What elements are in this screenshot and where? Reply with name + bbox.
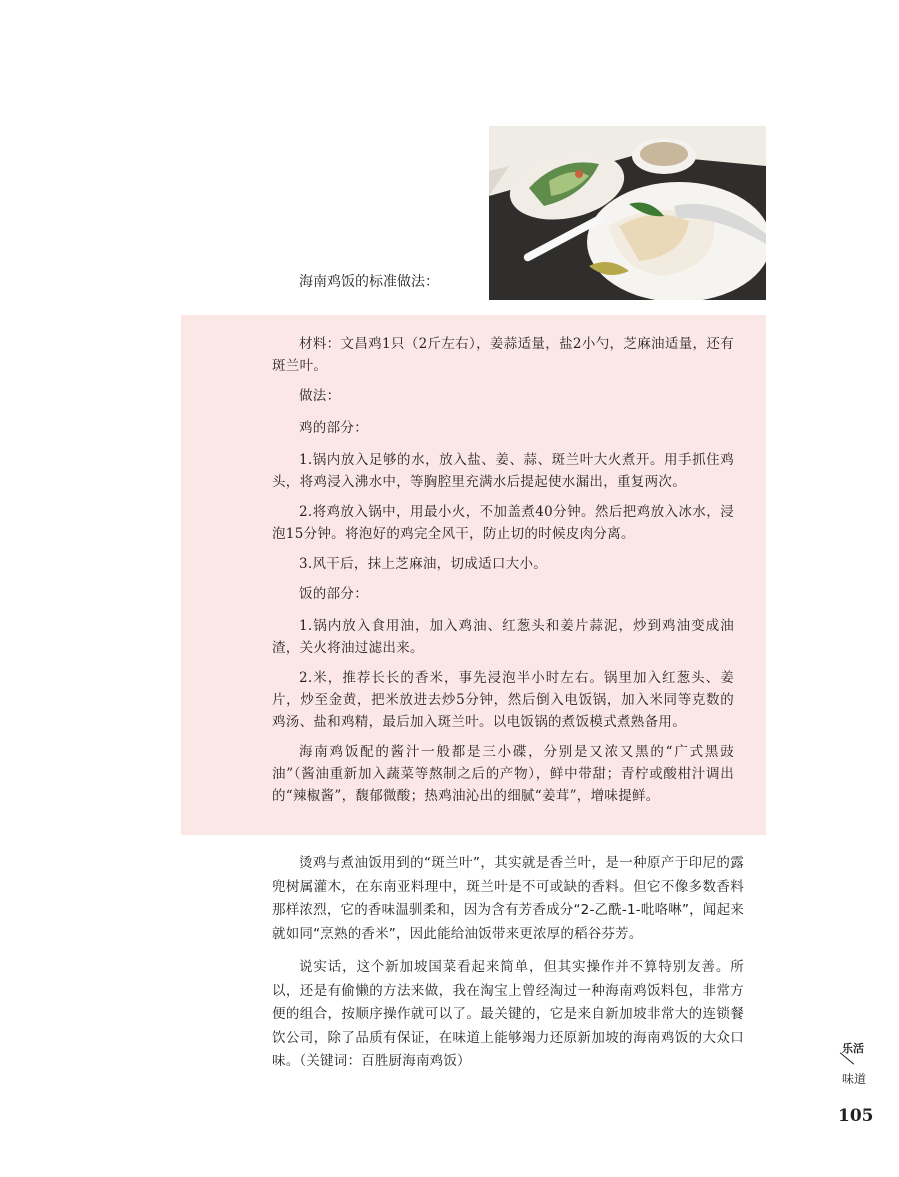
- chicken-step-1: 1.锅内放入足够的水，放入盐、姜、蒜、斑兰叶大火煮开。用手抓住鸡头，将鸡浸入沸水中，等胸腔里充满水后提起使水漏出，重复两次。: [272, 452, 734, 490]
- article-body: [272, 852, 744, 1084]
- rice-step-1: 1.锅内放入食用油，加入鸡油、红葱头和姜片蒜泥，炒到鸡油变成油渣，关火将油过滤出来。: [272, 618, 734, 656]
- chicken-step-3: 3.风干后，抹上芝麻油，切成适口大小。: [299, 556, 548, 572]
- section-mark-bottom: 味道: [842, 1072, 867, 1086]
- recipe-method-heading: 做法：: [299, 388, 341, 404]
- recipe-ingredients: 材料：文昌鸡1只（2斤左右），姜蒜适量，盐2小勺，芝麻油适量，还有斑兰叶。: [272, 336, 734, 374]
- rice-step-2: 2.米，推荐长长的香米，事先浸泡半小时左右。锅里加入红葱头、姜片，炒至金黄，把米放进去炒5分钟，然后倒入电饭锅，加入米同等克数的鸡汤、盐和鸡精，最后加入斑兰叶。以电饭锅的煮饭模式煮熟备用。: [272, 670, 734, 730]
- chicken-section-heading: 鸡的部分：: [299, 420, 368, 436]
- rice-section-heading: 饭的部分：: [299, 586, 368, 602]
- sauce-description: 海南鸡饭配的酱汁一般都是三小碟，分别是又浓又黑的“广式黑豉油”（酱油重新加入蔬菜等熬制之后的产物），鲜中带甜；青柠或酸柑汁调出的“辣椒酱”，馥郁微酸；热鸡油沁出的细腻“姜茸”，增味提鲜。: [272, 744, 734, 804]
- section-mark: [830, 1040, 870, 1100]
- recipe-content: [272, 333, 734, 815]
- article-paragraph: 说实话，这个新加坡国菜看起来简单，但其实操作并不算特别友善。所以，还是有偷懒的方法来做，我在淘宝上曾经淘过一种海南鸡饭料包，非常方便的组合，按顺序操作就可以了。最关键的，它是来自新加坡非常大的连锁餐饮公司，除了品质有保证，在味道上能够竭力还原新加坡的海南鸡饭的大众口味。（关键词：百胜厨海南鸡饭）: [272, 959, 744, 1069]
- recipe-intro: 海南鸡饭的标准做法：: [299, 274, 439, 290]
- chicken-rice-photo: [489, 126, 766, 300]
- section-mark-top: 乐活: [842, 1042, 864, 1055]
- page-number: 105: [838, 1106, 874, 1126]
- food-photo: [489, 126, 766, 300]
- chicken-step-2: 2.将鸡放入锅中，用最小火，不加盖煮40分钟。然后把鸡放入冰水，浸泡15分钟。将泡好的鸡完全风干，防止切的时候皮肉分离。: [272, 504, 734, 542]
- article-paragraph: 烫鸡与煮油饭用到的“斑兰叶”，其实就是香兰叶，是一种原产于印尼的露兜树属灌木，在东南亚料理中，斑兰叶是不可或缺的香料。但它不像多数香料那样浓烈，它的香味温驯柔和，因为含有芳香成分“2-乙酰-1-吡咯啉”，闻起来就如同“烹熟的香米”，因此能给油饭带来更浓厚的稻谷芬芳。: [272, 855, 744, 942]
